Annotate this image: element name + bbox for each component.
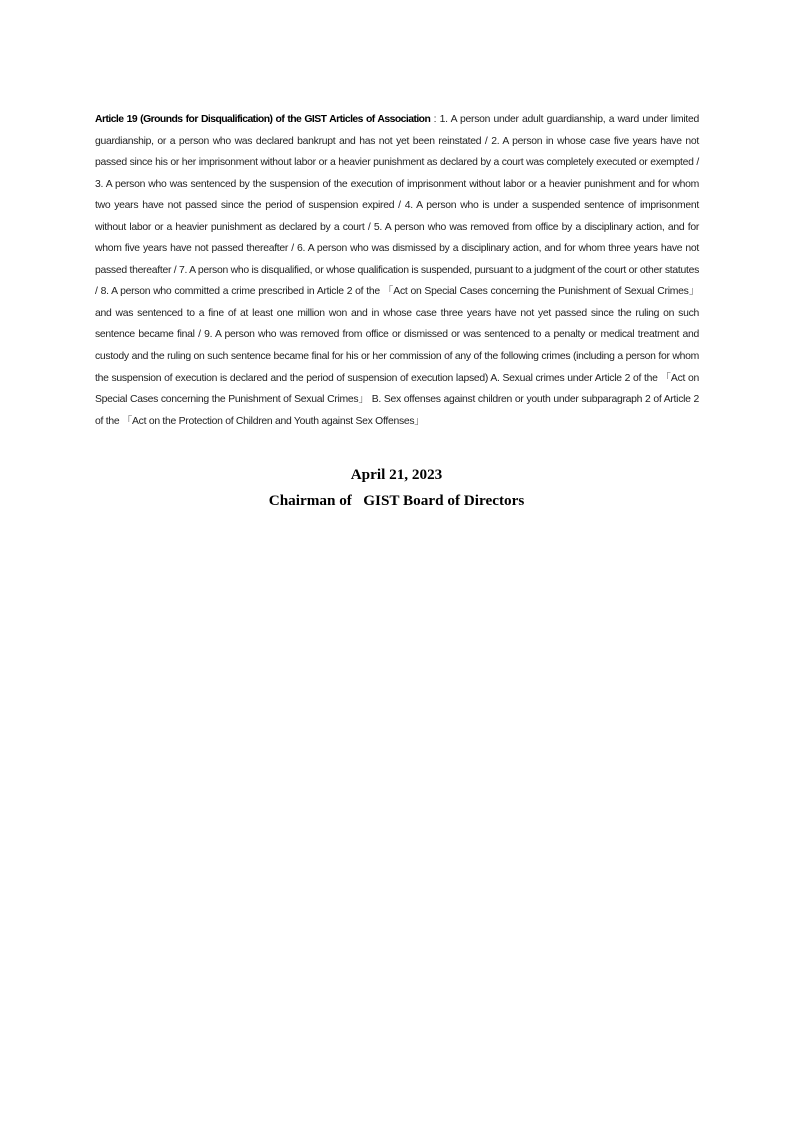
signature-chairman: Chairman of GIST Board of Directors xyxy=(268,492,525,509)
article-body: : 1. A person under adult guardianship, a ward under limited guardianship, or a person who was declared bankrupt and has not yet been reinstated / 2. A person in whose case five years have not passed since his or her imprisonment without labor or a heavier punishment as declared by a court was completely executed or exempted / 3. A person who was sentenced by the suspension of the execution of imprisonment without labor or a heavier punishment and for whom two years have not passed since the period of suspension expired / 4. A person who is under a suspended sentence of imprisonment without labor or a heavier punishment as declared by a court / 5. A person who was removed from office by a disciplinary action, and for whom five years have not passed thereafter / 6. A person who was dismissed by a disciplinary action, and for whom three years have not passed thereafter / 7. A person who is disqualified, or whose qualification is suspended, pursuant to a judgment of the court or other statutes / 8. A person who committed a crime prescribed in Article 2 of the 「Act on Special Cases concerning the Punishment of Sexual Crimes」 and was sentenced to a fine of at least one million won and in whose case three years have not yet passed since the ruling on such sentence became final / 9. A person who was removed from office or dismissed or was sentenced to a penalty or medical treatment and custody and the ruling on such sentence became final for his or her commission of any of the following crimes (including a person for whom the suspension of execution is declared and the period of suspension of execution lapsed) A. Sexual crimes under Article 2 of the 「Act on Special Cases concerning the Punishment of Sexual Crimes」 B. Sex offenses against children or youth under subparagraph 2 of Article 2 of the 「Act on the Protection of Children and Youth against Sex Offenses」 xyxy=(95,114,699,427)
signature-date: April 21, 2023 xyxy=(350,466,443,483)
article-heading: Article 19 (Grounds for Disqualification) of the GIST Articles of Association xyxy=(95,114,431,125)
article-19-paragraph xyxy=(95,109,699,432)
